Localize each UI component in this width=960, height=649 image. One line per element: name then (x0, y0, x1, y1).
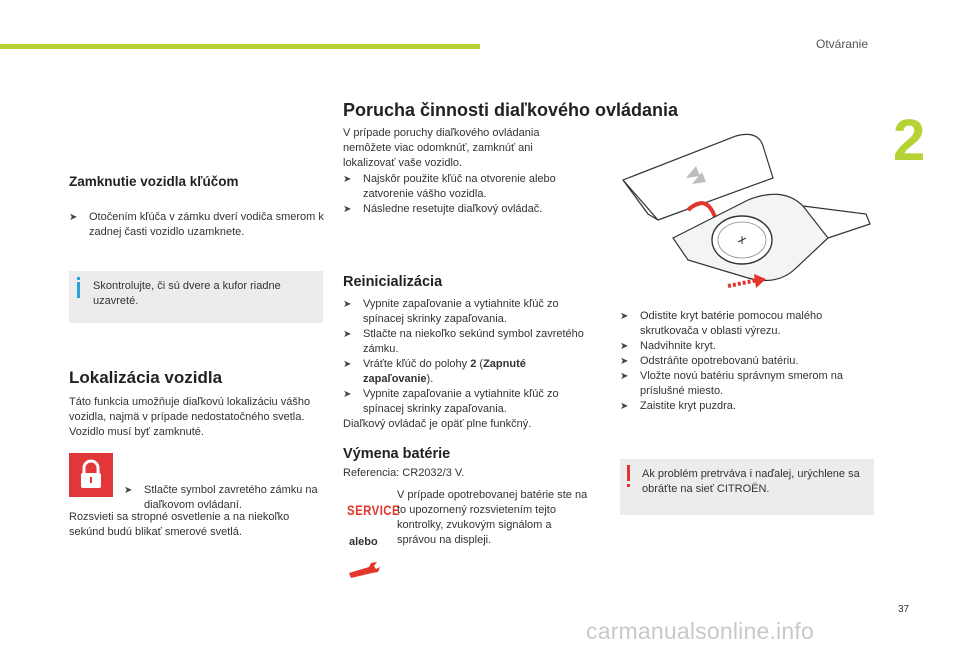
reinit-step-text: ). (426, 373, 434, 385)
fault-bullet (343, 202, 583, 217)
bullet-marker-icon: ➤ (343, 359, 352, 370)
warning-text: Ak problém pretrváva i naďalej, urýchlene sa obráťte na sieť CITROËN. (642, 468, 860, 495)
bullet-marker-icon: ➤ (620, 341, 629, 352)
bullet-marker-icon: ➤ (69, 212, 78, 223)
info-icon (77, 277, 80, 280)
reinit-step-text: Vráťte kľúč do polohy (363, 358, 471, 370)
chapter-number: 2 (893, 108, 926, 173)
battery-step-text: Odistite kryt batérie pomocou malého skrutkovača v oblasti výrezu. (640, 310, 823, 337)
ignition-on-label: Zapnuté zapaľovanie (363, 358, 526, 385)
reinit-step-text: Vypnite zapaľovanie a vytiahnite kľúč zo spínacej skrinky zapaľovania. (363, 388, 559, 415)
battery-text: V prípade opotrebovanej batérie ste na to upozornený rozsvietením tejto kontrolky, zvukovým signálom a správou na displeji. (397, 489, 588, 546)
reinit-step-text: ( (476, 358, 484, 370)
fault-bullet-text: Následne resetujte diaľkový ovládač. (363, 203, 543, 215)
reinit-after-text: Diaľkový ovládač je opäť plne funkčný. (343, 418, 532, 430)
chapter-title: Otváranie (816, 37, 869, 51)
info-box (69, 271, 323, 323)
battery-step (620, 309, 874, 339)
battery-heading: Výmena batérie (343, 446, 451, 462)
battery-step-text: Odstráňte opotrebovanú batériu. (640, 355, 799, 367)
battery-step (620, 354, 874, 369)
info-icon-stem (77, 282, 80, 298)
bullet-marker-icon: ➤ (620, 401, 629, 412)
bullet-marker-icon: ➤ (620, 371, 629, 382)
battery-step-text: Nadvihnite kryt. (640, 340, 716, 352)
bullet-marker-icon: ➤ (620, 356, 629, 367)
bullet-marker-icon: ➤ (620, 311, 629, 322)
fault-bullet-text: Najskôr použite kľúč na otvorenie alebo zatvorenie vášho vozidla. (363, 173, 556, 200)
battery-step (620, 339, 874, 354)
warning-box (620, 459, 874, 515)
page-number: 37 (898, 604, 910, 615)
warning-icon (627, 465, 630, 481)
reinit-step (343, 357, 588, 387)
key-lock-bullet (69, 210, 343, 240)
battery-step (620, 399, 874, 414)
key-lock-bullet-text: Otočením kľúča v zámku dverí vodiča smerom k zadnej časti vozidlo uzamknete. (89, 211, 324, 238)
info-text: Skontrolujte, či sú dvere a kufor riadne uzavreté. (93, 280, 281, 307)
lock-icon (69, 453, 113, 497)
bullet-marker-icon: ➤ (343, 299, 352, 310)
header-accent-bar (0, 44, 480, 49)
main-heading: Porucha činnosti diaľkového ovládania (343, 100, 679, 120)
service-warning-icon: SERVICE (347, 502, 401, 518)
intro-text: V prípade poruchy diaľkového ovládania nemôžete viac odomknúť, zamknúť ani lokalizovať vaše vozidlo. (343, 127, 540, 169)
ignition-position: 2 (470, 358, 477, 370)
bullet-marker-icon: ➤ (343, 329, 352, 340)
locate-bullet-text: Stlačte symbol zavretého zámku na diaľkovom ovládaní. (144, 484, 318, 511)
fault-bullet (343, 172, 583, 202)
bullet-marker-icon: ➤ (343, 174, 352, 185)
reinit-step-text: Stlačte na niekoľko sekúnd symbol zavretého zámku. (363, 328, 584, 355)
battery-step (620, 369, 874, 399)
key-battery-illustration (618, 128, 874, 304)
reinit-step (343, 327, 588, 357)
locate-heading: Lokalizácia vozidla (69, 368, 223, 387)
reinit-heading: Reinicializácia (343, 274, 443, 290)
warning-icon-dot (627, 484, 630, 487)
wrench-icon (347, 560, 381, 580)
battery-steps (620, 309, 874, 414)
watermark: carmanualsonline.info (586, 618, 814, 644)
reinit-step (343, 297, 588, 327)
bullet-marker-icon: ➤ (343, 389, 352, 400)
bullet-marker-icon: ➤ (343, 204, 352, 215)
reinit-steps (343, 297, 588, 432)
fault-bullets (343, 172, 583, 217)
bullet-marker-icon: ➤ (124, 485, 133, 496)
reinit-step-text: Vypnite zapaľovanie a vytiahnite kľúč zo spínacej skrinky zapaľovania. (363, 298, 559, 325)
locate-text: Táto funkcia umožňuje diaľkovú lokalizáciu vášho vozidla, najmä v prípade nedostatočného svetla. Vozidlo musí byť zamknuté. (69, 396, 311, 438)
locate-after-text: Rozsvieti sa stropné osvetlenie a na niekoľko sekúnd budú blikať smerové svetlá. (69, 511, 290, 538)
reinit-step (343, 387, 588, 417)
battery-step-text: Vložte novú batériu správnym smerom na príslušné miesto. (640, 370, 843, 397)
locate-bullet (124, 483, 342, 513)
alebo-label: alebo (349, 536, 378, 548)
battery-reference: Referencia: CR2032/3 V. (343, 467, 465, 479)
key-lock-heading: Zamknutie vozidla kľúčom (69, 174, 239, 189)
battery-step-text: Zaistite kryt puzdra. (640, 400, 736, 412)
